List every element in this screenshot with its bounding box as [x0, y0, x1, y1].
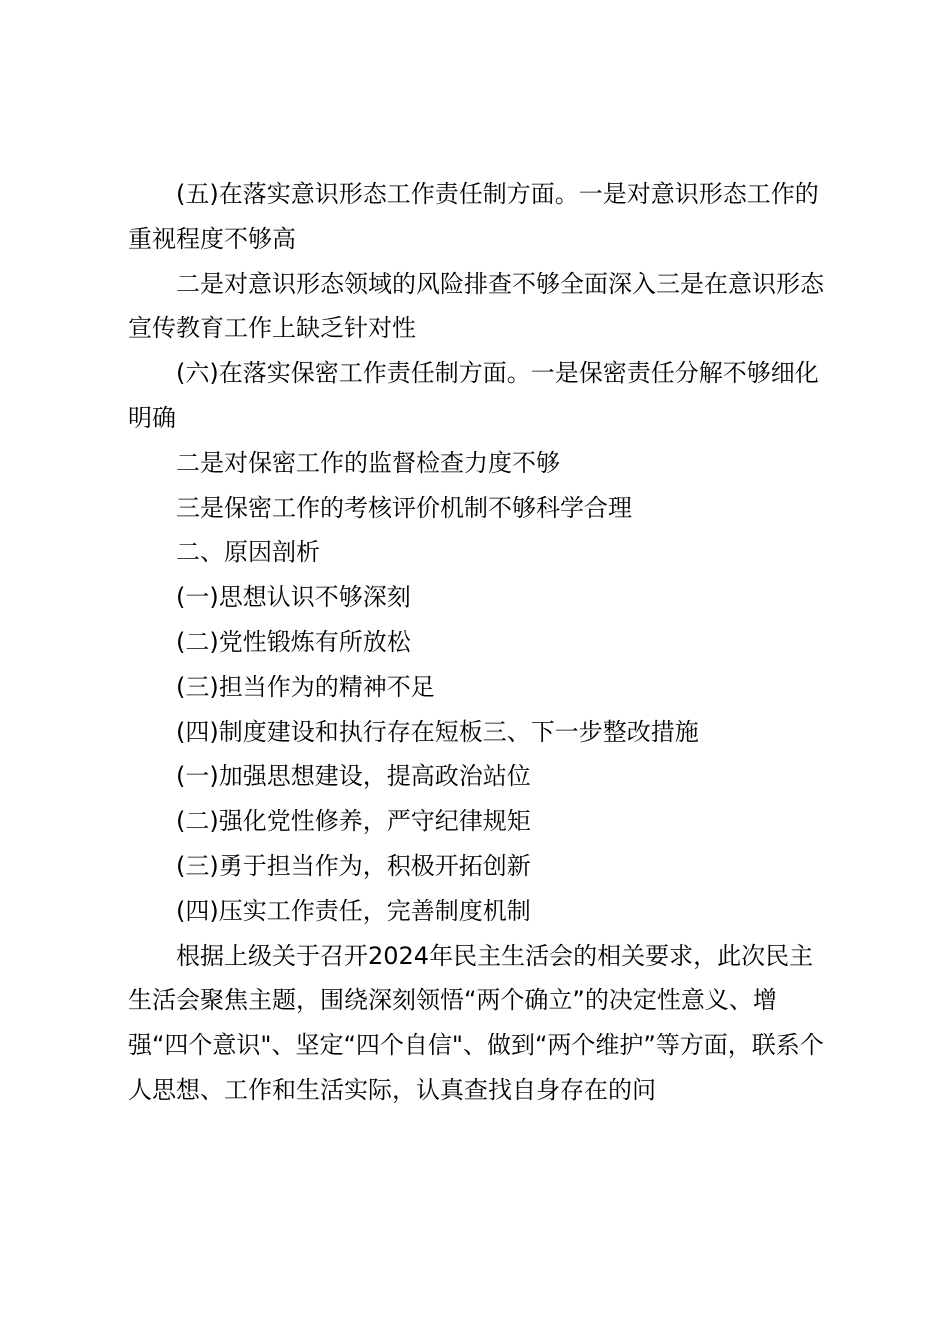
list-item-measure-4: (四)压实工作责任，完善制度机制 [176, 896, 531, 925]
list-item-cause-1: (一)思想认识不够深刻 [176, 583, 411, 612]
paragraph-secrecy-supervision: 二是对保密工作的监督检查力度不够 [176, 448, 560, 477]
list-item-measure-1: (一)加强思想建设，提高政治站位 [176, 762, 531, 791]
list-item-measure-2: (二)强化党性修养，严守纪律规矩 [176, 807, 531, 836]
paragraph-secrecy-evaluation: 三是保密工作的考核评价机制不够科学合理 [176, 493, 632, 522]
list-item-cause-4: (四)制度建设和执行存在短板三、下一步整改措施 [176, 717, 699, 746]
paragraph-ideology-issues: 二是对意识形态领域的风险排查不够全面深入三是在意识形态宣传教育工作上缺乏针对性 [128, 269, 824, 343]
document-body [128, 172, 828, 1113]
paragraph-meeting-background: 根据上级关于召开2024年民主生活会的相关要求，此次民主生活会聚焦主题，围绕深刻领悟“两个确立”的决定性意义、增强“四个意识"、坚定“四个自信"、做到“两个维护”等方面，联系个人思想、工作和生活实际，认真查找自身存在的问 [128, 941, 824, 1104]
paragraph-section-6-secrecy: (六)在落实保密工作责任制方面。一是保密责任分解不够细化明确 [128, 359, 819, 432]
heading-cause-analysis: 二、原因剖析 [176, 538, 320, 567]
list-item-measure-3: (三)勇于担当作为，积极开拓创新 [176, 851, 531, 880]
paragraph-section-5-ideology: (五)在落实意识形态工作责任制方面。一是对意识形态工作的重视程度不够高 [128, 180, 819, 253]
list-item-cause-2: (二)党性锻炼有所放松 [176, 627, 411, 656]
list-item-cause-3: (三)担当作为的精神不足 [176, 672, 435, 701]
